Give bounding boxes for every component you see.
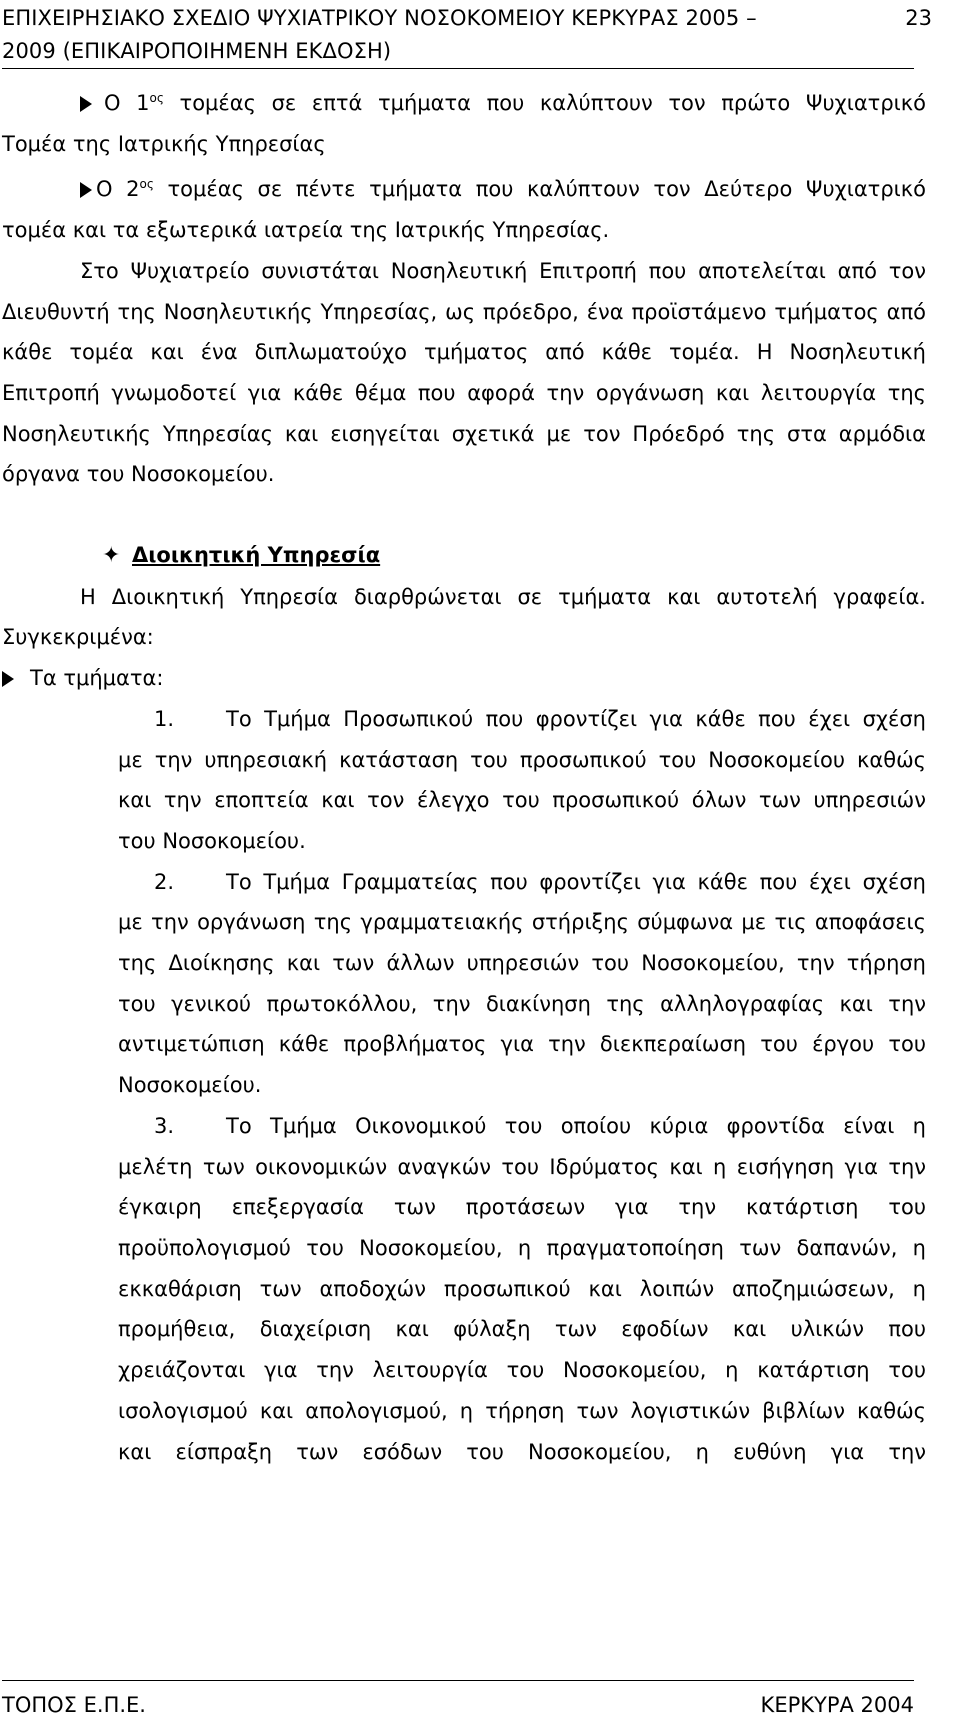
paragraph-line: όργανα του Νοσοκομείου.: [2, 462, 275, 487]
header-title: [2, 2, 842, 68]
item-number: 1.: [154, 706, 175, 731]
header-title-line-1: ΕΠΙΧΕΙΡΗΣΙΑΚΟ ΣΧΕΔΙΟ ΨΥΧΙΑΤΡΙΚΟΥ ΝΟΣΟΚΟΜΕΙΟΥ ΚΕΡΚΥΡΑΣ 2005 –: [2, 6, 757, 30]
item-line: και την εποπτεία και τον έλεγχο του προσωπικού όλων των υπηρεσιών: [118, 788, 926, 813]
item-line: και είσπραξη των εσόδων του Νοσοκομείου, η ευθύνη για την: [118, 1439, 926, 1464]
department-item-2: [2, 862, 926, 1106]
page-number: 23: [905, 6, 932, 30]
bullet-item-sector-2: [2, 164, 926, 250]
item-line: Το Τμήμα Γραμματείας που φροντίζει για κάθε που έχει σχέση: [226, 869, 926, 894]
specifically-label: Συγκεκριμένα:: [2, 625, 154, 650]
footer-right-text: ΚΕΡΚΥΡΑ 2004: [760, 1693, 914, 1717]
ordinal-suffix: ος: [149, 91, 164, 105]
paragraph-line: Στο Ψυχιατρείο συνιστάται Νοσηλευτική Επιτροπή που αποτελείται από τον: [80, 258, 926, 283]
bullet-item-sector-1: [2, 78, 926, 164]
department-first-line: [118, 1106, 926, 1147]
arrow-bullet-icon: [80, 182, 92, 198]
bullet-text-pre: Ο 1: [104, 91, 150, 115]
item-line: έγκαιρη επεξεργασία των προτάσεων για την κατάρτιση του: [118, 1195, 926, 1220]
item-line: ισολογισμού και απολογισμού, η τήρηση των λογιστικών βιβλίων καθώς: [118, 1398, 926, 1423]
departments-label: [2, 658, 926, 699]
arrow-bullet-icon: [2, 671, 14, 687]
footer-divider: [2, 1680, 914, 1681]
item-line: του γενικού πρωτοκόλλου, την διακίνηση της αλληλογραφίας και την: [118, 991, 926, 1016]
paragraph-line: Επιτροπή γνωμοδοτεί για κάθε θέμα που αφορά την οργάνωση και λειτουργία της: [2, 380, 926, 405]
bullet-text-rest: τομέας σε πέντε τμήματα που καλύπτουν τον Δεύτερο Ψυχιατρικό: [153, 177, 926, 202]
item-line: μελέτη των οικονομικών αναγκών του Ιδρύματος και η εισήγηση για την: [118, 1154, 926, 1179]
item-line: εκκαθάριση των αποδοχών προσωπικού και λοιπών αποζημιώσεων, η: [118, 1276, 926, 1301]
item-number: 2.: [154, 869, 175, 894]
spacer: [2, 495, 926, 535]
bullet-text-rest: τομέας σε επτά τμήματα που καλύπτουν τον πρώτο Ψυχιατρικό: [163, 91, 926, 115]
four-point-star-icon: ✦: [102, 543, 121, 569]
item-line: Νοσοκομείου.: [118, 1073, 262, 1098]
item-line: Το Τμήμα Προσωπικού που φροντίζει για κάθε που έχει σχέση: [226, 706, 926, 731]
bullet-text-line-2: τομέα και τα εξωτερικά ιατρεία της Ιατρικής Υπηρεσίας.: [2, 218, 610, 243]
departments-label-text: Τα τμήματα:: [30, 666, 164, 691]
item-number: 3.: [154, 1113, 175, 1138]
bullet-text-pre: Ο 2: [96, 177, 140, 202]
item-line: προμήθεια, διαχείριση και φύλαξη των εφοδίων και υλικών που: [118, 1317, 926, 1342]
header-divider: [2, 68, 914, 69]
item-line: του Νοσοκομείου.: [118, 828, 306, 853]
bullet-text-line-2: Τομέα της Ιατρικής Υπηρεσίας: [2, 131, 326, 156]
item-line: προϋπολογισμού του Νοσοκομείου, η πραγματοποίηση των δαπανών, η: [118, 1235, 926, 1260]
paragraph-nursing-committee: [2, 251, 926, 495]
item-line: με την οργάνωση της γραμματειακής στήριξης σύμφωνα με τις αποφάσεις: [118, 910, 926, 935]
paragraph-line: Νοσηλευτικής Υπηρεσίας και εισηγείται σχετικά με τον Πρόεδρό της στα αρμόδια: [2, 421, 926, 446]
page-body: [2, 78, 926, 1472]
ordinal-suffix: ος: [139, 177, 154, 192]
department-item-1: [2, 699, 926, 862]
department-item-3: [2, 1106, 926, 1472]
header-title-line-2: 2009 (ΕΠΙΚΑΙΡΟΠΟΙΗΜΕΝΗ ΕΚΔΟΣΗ): [2, 39, 392, 63]
bullet-line: [2, 164, 926, 210]
section-heading: [2, 535, 926, 577]
section-heading-text: Διοικητική Υπηρεσία: [132, 543, 381, 568]
paragraph-line: Διευθυντή της Νοσηλευτικής Υπηρεσίας, ως πρόεδρο, ένα προϊστάμενο τμήματος από: [2, 299, 926, 324]
arrow-bullet-icon: [80, 96, 92, 112]
item-line: χρειάζονται για την λειτουργία του Νοσοκομείου, η κατάρτιση του: [118, 1358, 926, 1383]
item-line: αντιμετώπιση κάθε προβλήματος για την διεκπεραίωση του έργου του: [118, 1032, 926, 1057]
item-line: Το Τμήμα Οικονομικού του οποίου κύρια φροντίδα είναι η: [226, 1113, 926, 1138]
section-intro: Η Διοικητική Υπηρεσία διαρθρώνεται σε τμήματα και αυτοτελή γραφεία.: [80, 584, 926, 609]
item-line: με την υπηρεσιακή κατάσταση του προσωπικού του Νοσοκομείου καθώς: [118, 747, 926, 772]
paragraph-line: κάθε τομέα και ένα διπλωματούχο τμήματος από κάθε τομέα. Η Νοσηλευτική: [2, 340, 926, 365]
footer-left-text: ΤΟΠΟΣ Ε.Π.Ε.: [2, 1693, 146, 1717]
bullet-line: [2, 78, 926, 124]
item-line: της Διοίκησης και των άλλων υπηρεσιών του Νοσοκομείου, την τήρηση: [118, 951, 926, 976]
department-first-line: [118, 862, 926, 903]
department-first-line: [118, 699, 926, 740]
